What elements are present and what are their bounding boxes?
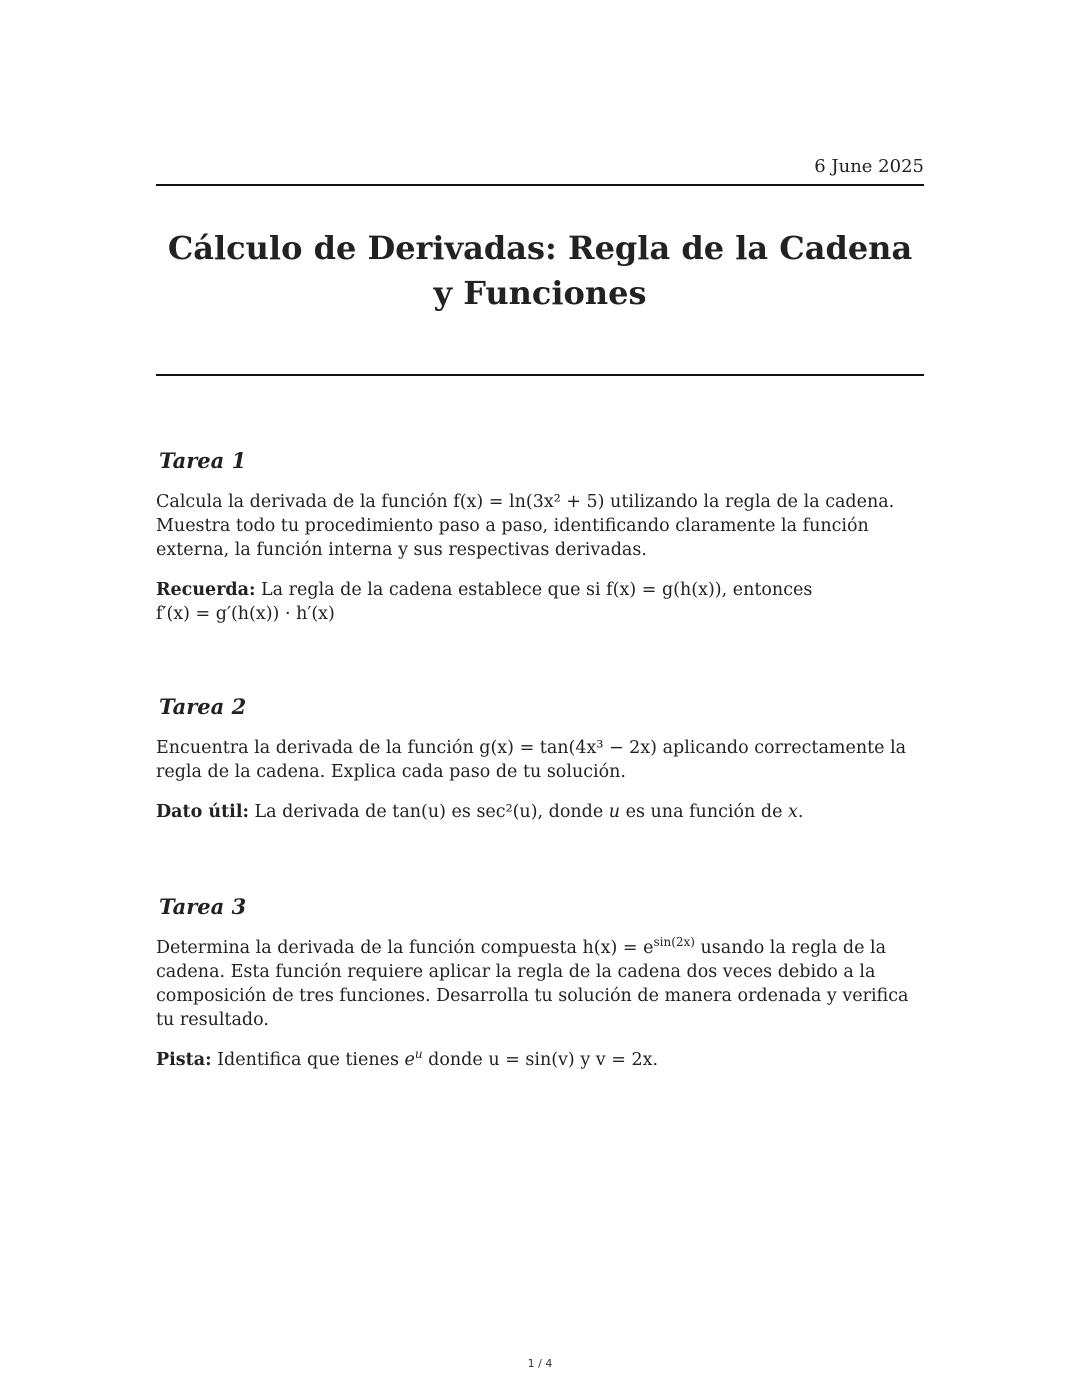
task-2-body: Encuentra la derivada de la función g(x) = tan(4x³ − 2x) aplicando correctamente la regla de la cadena. Explica cada paso de tu solución. xyxy=(156,738,907,782)
task-3-heading: Tarea 3 xyxy=(159,894,247,919)
task-2 xyxy=(156,694,924,840)
task-1-note: Recuerda: La regla de la cadena establece que si f(x) = g(h(x)), entonces f′(x) = g′(h(x)) · h′(x) xyxy=(156,580,813,624)
task-2-heading: Tarea 2 xyxy=(159,694,247,719)
task-1-formula: f(x) = ln(3x² + 5) xyxy=(453,492,605,512)
task-3 xyxy=(156,894,924,1088)
task-3-body: Determina la derivada de la función compuesta $h(x) = e^{sin(2x)}$ usando la regla de la cadena. Esta función requiere aplicar la regla de la cadena dos veces debido a la composición de tres funciones. Desarrolla tu solución de manera ordenada y verifica tu resultado. xyxy=(156,935,909,1030)
page-number: 1 / 4 xyxy=(527,1357,553,1370)
title-rule xyxy=(156,374,924,376)
task-3-formula: $h(x) = e^{sin(2x)}$ xyxy=(582,935,695,958)
header-rule xyxy=(156,184,924,186)
task-3-note-label: Pista: xyxy=(156,1050,212,1070)
task-1-heading: Tarea 1 xyxy=(159,448,247,473)
task-2-note: Dato útil: La derivada de tan(u) es sec²(u), donde u es una función de x. xyxy=(156,802,804,822)
header-date: 6 June 2025 xyxy=(814,156,924,177)
task-3-note: Pista: Identifica que tienes $e^u$ donde u = sin(v) y v = 2x. xyxy=(156,1047,659,1070)
task-1-note-label: Recuerda: xyxy=(156,580,256,600)
task-1-chain-rule-formula: f′(x) = g′(h(x)) · h′(x) xyxy=(156,604,335,624)
document-title: Cálculo de Derivadas: Regla de la Cadena y Funciones xyxy=(167,229,913,312)
task-2-formula: g(x) = tan(4x³ − 2x) xyxy=(479,738,657,758)
task-1 xyxy=(156,448,924,642)
task-2-note-label: Dato útil: xyxy=(156,802,249,822)
task-1-body: Calcula la derivada de la función f(x) = ln(3x² + 5) utilizando la regla de la cadena. Muestra todo tu procedimiento paso a paso, identificando claramente la función externa, la función interna y sus respectivas derivadas. xyxy=(156,492,895,560)
